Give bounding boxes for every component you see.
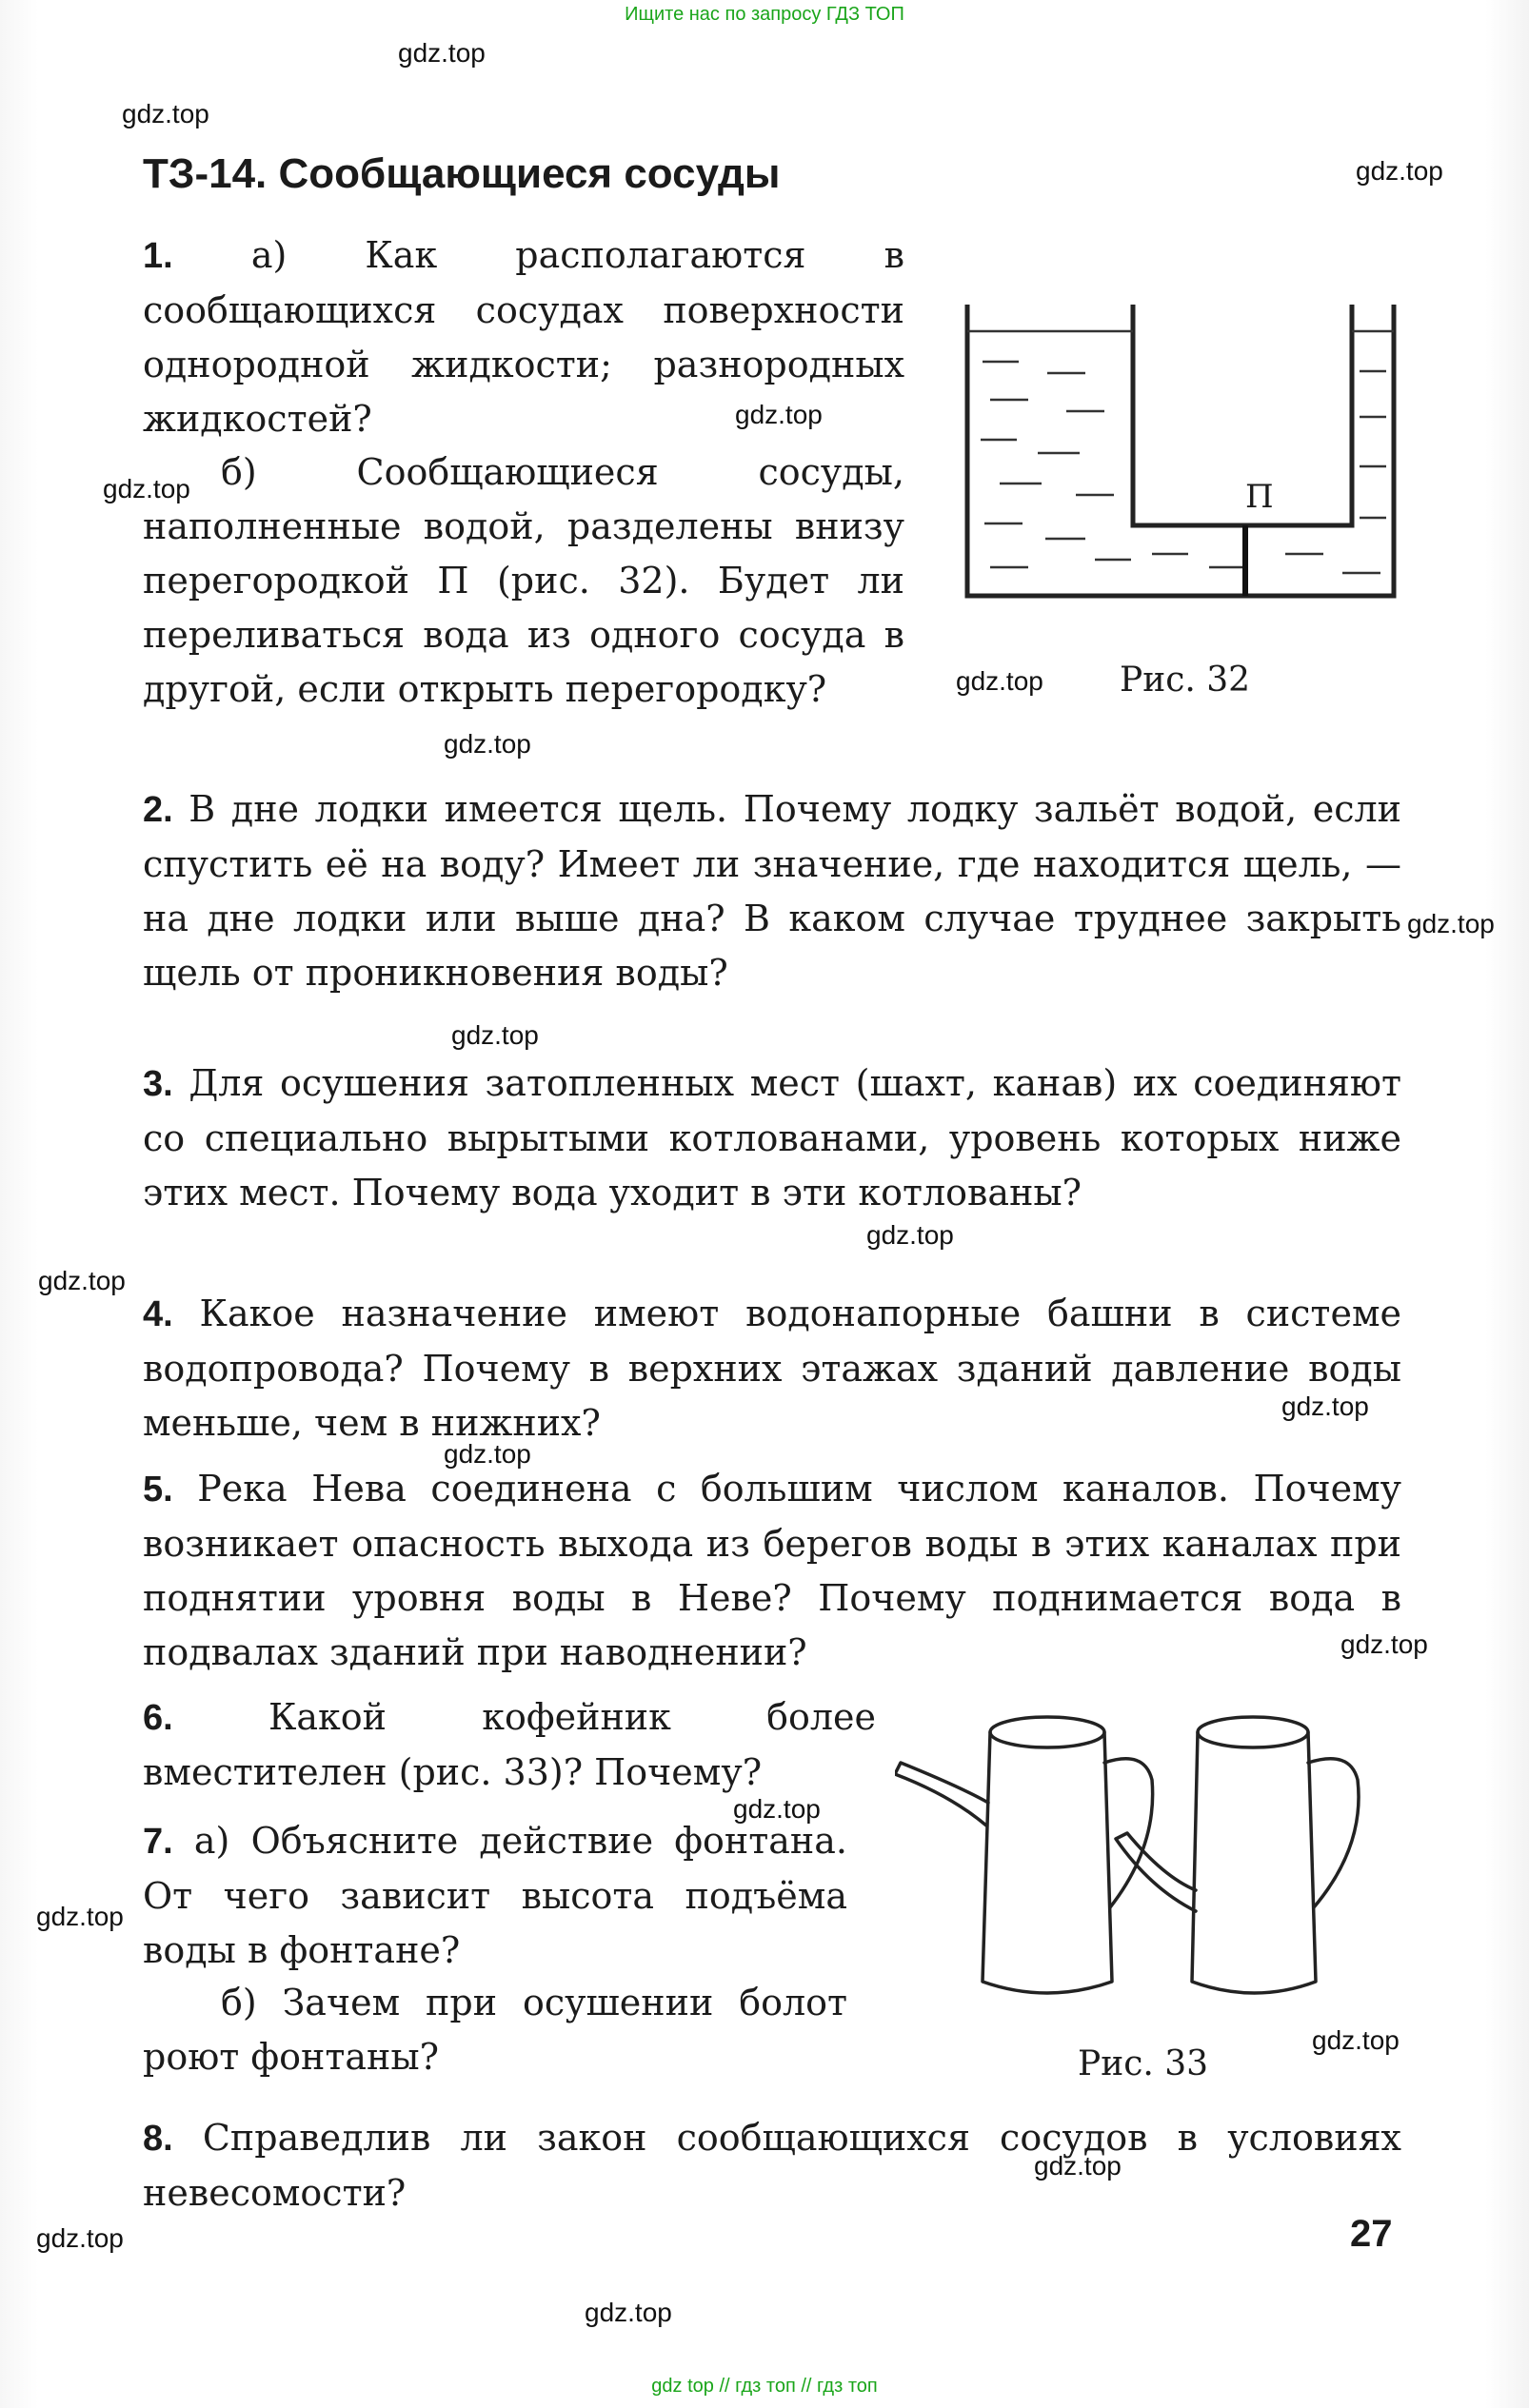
- watermark: gdz.top: [451, 1020, 539, 1050]
- question-4: [143, 1287, 1401, 1451]
- question-7-b: б) Зачем при осушении болот роют фонтаны?: [143, 1982, 847, 2078]
- watermark: gdz.top: [398, 38, 486, 68]
- question-number: 4.: [143, 1294, 173, 1334]
- question-7-a: [143, 1814, 847, 1978]
- question-text: а) Как располагаются в сообщающихся сосудах поверхности однородной жидкости; разнородных жидкостей?: [143, 234, 904, 440]
- question-2: [143, 782, 1401, 1000]
- figure-33-caption: Рис. 33: [1078, 2044, 1209, 2083]
- watermark: gdz.top: [585, 2298, 672, 2327]
- question-number: 3.: [143, 1064, 173, 1104]
- watermark: gdz.top: [36, 1902, 124, 1931]
- question-number: 8.: [143, 2119, 173, 2159]
- watermark: gdz.top: [38, 1266, 126, 1295]
- question-6: [143, 1690, 876, 1800]
- watermark: gdz.top: [1407, 909, 1495, 938]
- watermark: gdz.top: [735, 400, 823, 429]
- figure-32-vessels: [962, 305, 1400, 619]
- question-number: 1.: [143, 236, 173, 276]
- watermark: gdz.top: [444, 729, 531, 759]
- question-text: Какой кофейник более вместителен (рис. 33)? Почему?: [143, 1696, 876, 1793]
- watermark: gdz.top: [733, 1794, 821, 1824]
- question-number: 7.: [143, 1822, 173, 1862]
- question-text: Для осушения затопленных мест (шахт, канав) их соединяют со специально вырытыми котлованами, уровень которых ниже этих мест. Почему вода уходит в эти котлованы?: [143, 1062, 1401, 1214]
- watermark: gdz.top: [122, 99, 209, 128]
- page-number: 27: [1350, 2213, 1393, 2255]
- figure-33-coffee-pots: [895, 1704, 1409, 2018]
- question-3: [143, 1056, 1401, 1220]
- question-number: 2.: [143, 790, 173, 830]
- watermark: gdz.top: [956, 666, 1043, 696]
- question-8: [143, 2111, 1401, 2220]
- watermark: gdz.top: [1340, 1629, 1428, 1659]
- page-title: ТЗ-14. Сообщающиеся сосуды: [143, 150, 781, 197]
- bottom-banner[interactable]: gdz top // гдз топ // гдз топ: [651, 2376, 878, 2397]
- question-5: [143, 1462, 1401, 1680]
- question-text: Справедлив ли закон сообщающихся сосудов в условиях невесомости?: [143, 2117, 1401, 2214]
- watermark: gdz.top: [103, 474, 190, 503]
- figure-32-caption: Рис. 32: [1120, 661, 1251, 700]
- watermark: gdz.top: [36, 2223, 124, 2253]
- question-text: Какое назначение имеют водонапорные башни в системе водопровода? Почему в верхних этажах зданий давление воды меньше, чем в нижних?: [143, 1293, 1401, 1444]
- question-number: 5.: [143, 1470, 173, 1510]
- figure-32-partition-label: П: [1245, 478, 1274, 516]
- watermark: gdz.top: [1312, 2025, 1400, 2055]
- question-number: 6.: [143, 1698, 173, 1738]
- watermark: gdz.top: [1356, 156, 1443, 186]
- watermark: gdz.top: [866, 1220, 954, 1250]
- question-text: Река Нева соединена с большим числом каналов. Почему возникает опасность выхода из берегов воды в этих каналах при поднятии уровня воды в Неве? Почему поднимается вода в подвалах зданий при наводнении?: [143, 1468, 1401, 1673]
- top-banner[interactable]: Ищите нас по запросу ГДЗ ТОП: [625, 4, 904, 25]
- question-1-a: [143, 228, 904, 446]
- question-text: а) Объясните действие фонтана. От чего зависит высота подъёма воды в фонтане?: [143, 1820, 847, 1971]
- question-text: В дне лодки имеется щель. Почему лодку зальёт водой, если спустить её на воду? Имеет ли значение, где находится щель, — на дне лодки или выше дна? В каком случае труднее закрыть щель от проникновения воды?: [143, 788, 1401, 994]
- watermark: gdz.top: [444, 1439, 531, 1469]
- watermark: gdz.top: [1281, 1392, 1369, 1421]
- watermark: gdz.top: [1034, 2151, 1122, 2181]
- question-1-b: б) Сообщающиеся сосуды, наполненные водой, разделены внизу перегородкой П (рис. 32). Будет ли переливаться вода из одного сосуда в другой, если открыть перегородку?: [143, 451, 904, 710]
